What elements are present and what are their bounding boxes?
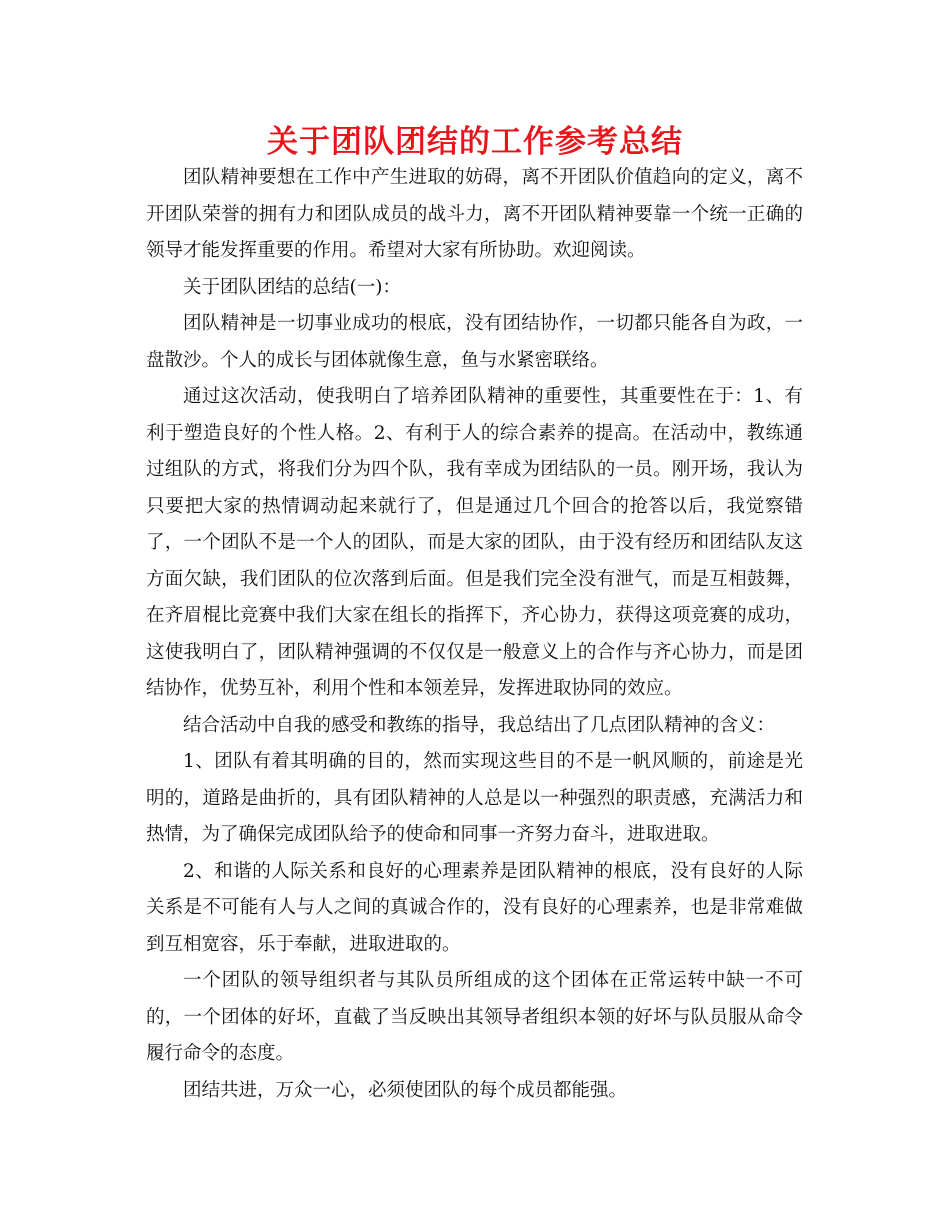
document-title: 关于团队团结的工作参考总结 [267, 124, 683, 160]
paragraph: 1、团队有着其明确的目的，然而实现这些目的不是一帆风顺的，前途是光明的，道路是曲折的，具有团队精神的人总是以一种强烈的职责感，充满活力和热情，为了确保完成团队给予的使命和同事一齐努力奋斗，进取进取。 [146, 751, 803, 845]
paragraph: 2、和谐的人际关系和良好的心理素养是团队精神的根底，没有良好的人际关系是不可能有人与人之间的真诚合作的，没有良好的心理素养，也是非常难做到互相宽容，乐于奉献，进取进取的。 [146, 860, 803, 955]
paragraph: 团结共进，万众一心，必须使团队的每个成员都能强。 [183, 1079, 628, 1101]
paragraph: 通过这次活动，使我明白了培养团队精神的重要性，其重要性在于：1、有利于塑造良好的个性人格。2、有利于人的综合素养的提高。在活动中，教练通过组队的方式，将我们分为四个队，我有幸成为团结队的一员。刚开场，我认为只要把大家的热情调动起来就行了，但是通过几个回合的抢答以后，我觉察错了，一个团队不是一个人的团队，而是大家的团队，由于没有经历和团结队友这方面欠缺，我们团队的位次落到后面。但是我们完全没有泄气，而是互相鼓舞，在齐眉棍比竞赛中我们大家在组长的指挥下，齐心协力，获得这项竞赛的成功，这使我明白了，团队精神强调的不仅仅是一般意义上的合作与齐心协力，而是团结协作，优势互补，利用个性和本领差异，发挥进取协同的效应。 [146, 386, 803, 699]
paragraph-section-heading: 关于团队团结的总结(一)： [183, 276, 401, 298]
paragraph: 团队精神是一切事业成功的根底，没有团结协作，一切都只能各自为政，一盘散沙。个人的成长与团体就像生意，鱼与水紧密联络。 [146, 313, 803, 371]
paragraph: 结合活动中自我的感受和教练的指导，我总结出了几点团队精神的含义： [183, 714, 776, 736]
paragraph: 一个团队的领导组织者与其队员所组成的这个团体在正常运转中缺一不可的，一个团体的好坏，直截了当反映出其领导者组织本领的好坏与队员服从命令履行命令的态度。 [146, 970, 803, 1064]
paragraph-intro: 团队精神要想在工作中产生进取的妨碍，离不开团队价值趋向的定义，离不开团队荣誉的拥有力和团队成员的战斗力，离不开团队精神要靠一个统一正确的领导才能发挥重要的作用。希望对大家有所协助。欢迎阅读。 [146, 167, 803, 261]
document-body [146, 160, 803, 1109]
